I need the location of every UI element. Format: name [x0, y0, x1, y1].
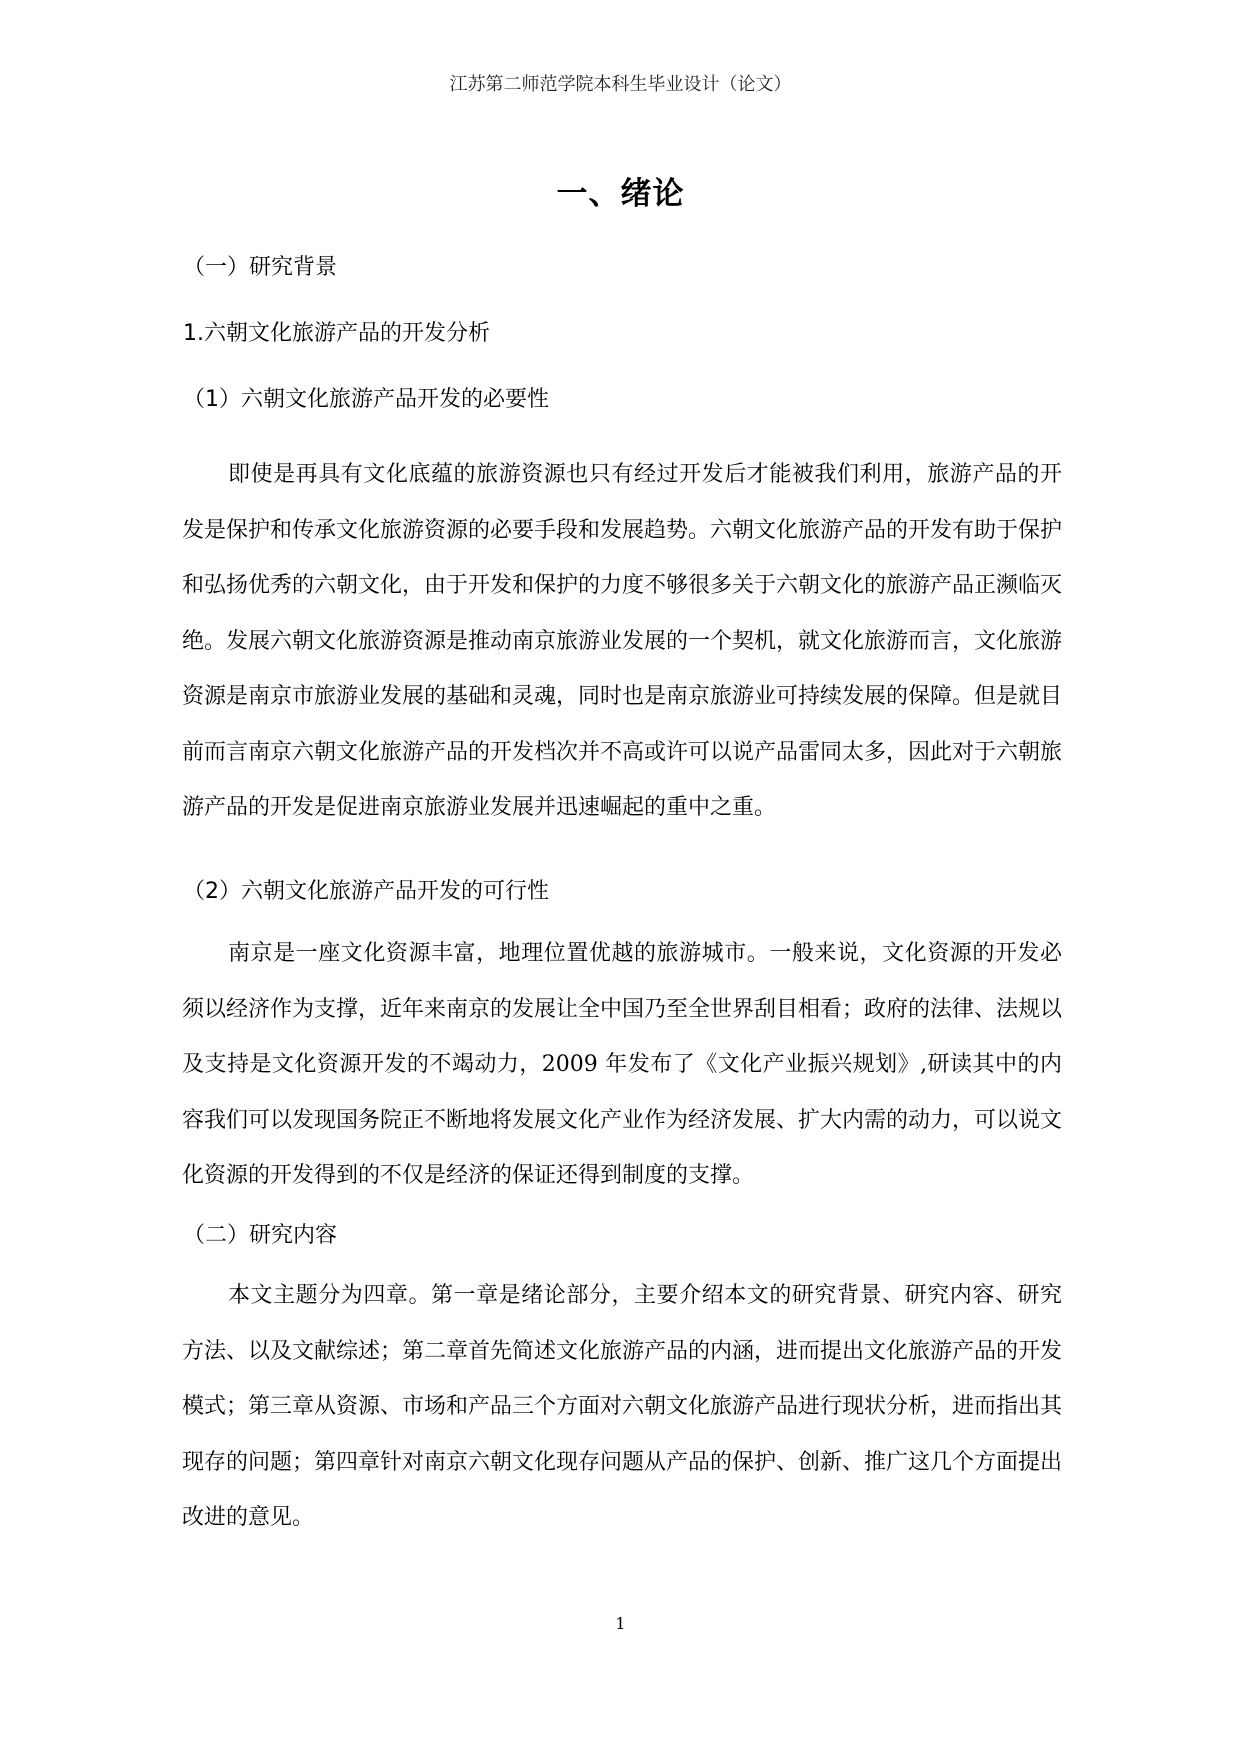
page-number: 1 — [615, 1614, 626, 1633]
running-header: 江苏第二师范学院本科生毕业设计（论文） — [449, 74, 792, 95]
paragraph-feasibility: 南京是一座文化资源丰富，地理位置优越的旅游城市。一般来说，文化资源的开发必须以经济作为支撑，近年来南京的发展让全中国乃至全世界刮目相看；政府的法律、法规以及支持是文化资源开发的不竭动力，2009 年发布了《文化产业振兴规划》,研读其中的内容我们可以发现国务院正不断地将发展文化产业作为经济发展、扩大内需的动力，可以说文化资源的开发得到的不仅是经济的保证还得到制度的支撑。 — [182, 941, 1063, 1188]
subsubsection-heading-feasibility: （2）六朝文化旅游产品开发的可行性 — [183, 879, 549, 904]
section-heading-research-background: （一）研究背景 — [183, 255, 338, 280]
paragraph-research-content: 本文主题分为四章。第一章是绪论部分，主要介绍本文的研究背景、研究内容、研究方法、以及文献综述；第二章首先简述文化旅游产品的内涵，进而提出文化旅游产品的开发模式；第三章从资源、市场和产品三个方面对六朝文化旅游产品进行现状分析，进而指出其现存的问题；第四章针对南京六朝文化现存问题从产品的保护、创新、推广这几个方面提出改进的意见。 — [182, 1283, 1063, 1530]
chapter-title: 一、绪论 — [556, 176, 685, 212]
section-heading-research-content: （二）研究内容 — [183, 1223, 338, 1248]
paragraph-necessity: 即使是再具有文化底蕴的旅游资源也只有经过开发后才能被我们利用，旅游产品的开发是保护和传承文化旅游资源的必要手段和发展趋势。六朝文化旅游产品的开发有助于保护和弘扬优秀的六朝文化，由于开发和保护的力度不够很多关于六朝文化的旅游产品正濒临灭绝。发展六朝文化旅游资源是推动南京旅游业发展的一个契机，就文化旅游而言，文化旅游资源是南京市旅游业发展的基础和灵魂，同时也是南京旅游业可持续发展的保障。但是就目前而言南京六朝文化旅游产品的开发档次并不高或许可以说产品雷同太多，因此对于六朝旅游产品的开发是促进南京旅游业发展并迅速崛起的重中之重。 — [182, 462, 1063, 820]
subsection-heading-development-analysis: 1.六朝文化旅游产品的开发分析 — [183, 321, 490, 346]
subsubsection-heading-necessity: （1）六朝文化旅游产品开发的必要性 — [183, 387, 549, 412]
